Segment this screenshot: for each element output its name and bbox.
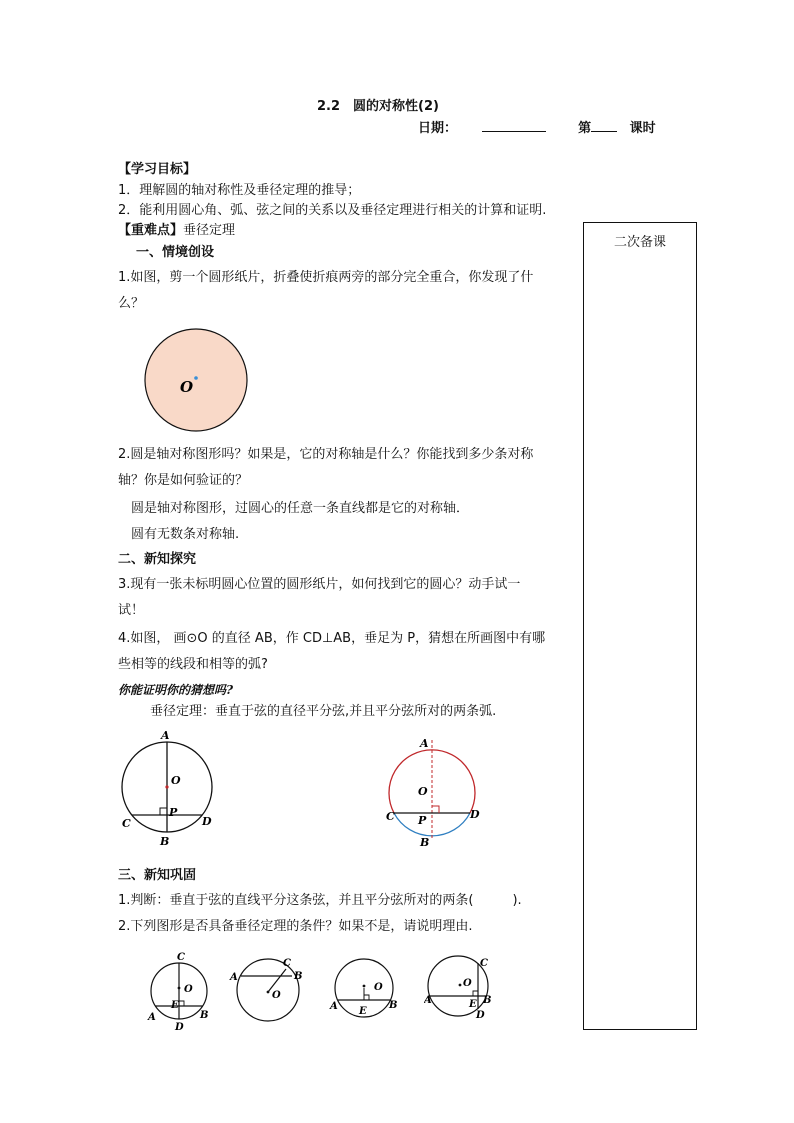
label-a: A (161, 729, 170, 742)
s3-q2: 2.下列图形是否具备垂径定理的条件？如果不是，请说明理由. (118, 919, 473, 934)
a2-line2: 圆有无数条对称轴. (131, 527, 240, 542)
label-b: B (420, 836, 430, 849)
label-d: D (476, 1010, 485, 1021)
judgment-figure-4 (424, 952, 494, 1022)
q2-line2: 轴？你是如何验证的？ (118, 473, 249, 488)
label-o: O (463, 978, 472, 989)
label-a: A (230, 972, 238, 983)
label-b: B (483, 995, 492, 1006)
key-text: 垂径定理 (183, 223, 236, 238)
label-c: C (283, 958, 291, 969)
objectives-heading: 【学习目标】 (118, 162, 197, 177)
judgment-figure-2 (228, 952, 308, 1028)
center-dot (267, 991, 270, 994)
s3-q1: 1.判断：垂直于弦的直线平分这条弦，并且平分弦所对的两条( ). (118, 893, 522, 908)
a2-line1: 圆是轴对称图形，过圆心的任意一条直线都是它的对称轴． (131, 501, 470, 516)
q4-line2: 些相等的线段和相等的弧? (118, 657, 268, 672)
label-b: B (200, 1010, 209, 1021)
label-o: O (171, 774, 181, 787)
label-e: E (171, 1000, 179, 1011)
lesson-prefix: 第 (578, 121, 592, 136)
center-dot (363, 985, 366, 988)
center-dot (459, 984, 462, 987)
label-d: D (175, 1022, 184, 1033)
circle (428, 956, 488, 1016)
perpendicular-diameter-figure (116, 728, 220, 850)
label-c: C (177, 952, 185, 963)
theorem-statement: 垂径定理：垂直于弦的直径平分弦,并且平分弦所对的两条弧. (150, 704, 497, 719)
lesson-suffix: 课时 (629, 121, 656, 136)
key-heading: 【重难点】 (118, 223, 184, 238)
right-angle-mark (364, 995, 369, 1000)
judgment-figure-3 (328, 956, 398, 1022)
proof-prompt: 你能证明你的猜想吗? (118, 683, 234, 697)
label-c: C (386, 810, 395, 823)
key-points (118, 222, 235, 240)
lesson-blank[interactable] (591, 119, 617, 132)
secondary-prep-label: 二次备课 (613, 235, 666, 250)
label-o: O (184, 984, 193, 995)
label-p: P (418, 814, 427, 827)
q1-line1: 1.如图，剪一个圆形纸片，折叠使折痕两旁的部分完全重合，你发现了什 (118, 270, 534, 285)
label-b: B (294, 971, 303, 982)
section2-heading: 二、新知探究 (118, 552, 197, 567)
right-angle-mark (160, 808, 167, 815)
center-label-o: O (180, 378, 194, 396)
paper-circle-figure (138, 328, 254, 434)
q1-line2: 么？ (118, 296, 145, 311)
judgment-figure-1 (146, 948, 214, 1034)
label-e: E (469, 999, 477, 1010)
label-o: O (374, 982, 383, 993)
right-angle-mark (179, 1001, 184, 1006)
label-d: D (470, 808, 480, 821)
label-a: A (148, 1012, 156, 1023)
q3-line2: 试！ (118, 603, 145, 618)
label-e: E (359, 1006, 367, 1017)
label-a: A (420, 737, 429, 750)
label-p: P (169, 806, 178, 819)
folding-circle-figure (384, 732, 488, 852)
label-d: D (202, 815, 212, 828)
label-a: A (424, 995, 432, 1006)
label-c: C (122, 817, 131, 830)
section1-heading: 一、情境创设 (136, 245, 215, 260)
center-dot (165, 785, 168, 788)
label-b: B (160, 835, 170, 848)
q4-line1: 4.如图， 画⊙O 的直径 AB，作 CD⊥AB，垂足为 P，猜想在所画图中有哪 (118, 631, 546, 646)
objective-item: 2．能利用圆心角、弧、弦之间的关系以及垂径定理进行相关的计算和证明. (118, 203, 547, 218)
date-label: 日期： (418, 121, 458, 136)
page-title: 2.2 圆的对称性(2) (317, 99, 439, 114)
secondary-prep-box (583, 222, 697, 1030)
center-dot (178, 987, 181, 990)
paper-circle (145, 329, 247, 431)
date-row (418, 119, 656, 138)
q3-line1: 3.现有一张未标明圆心位置的圆形纸片，如何找到它的圆心？动手试一 (118, 577, 521, 592)
objective-item: 1．理解圆的轴对称性及垂径定理的推导； (118, 183, 361, 198)
date-blank[interactable] (482, 119, 546, 132)
segment-oc (268, 969, 286, 992)
label-b: B (389, 1000, 398, 1011)
label-a: A (330, 1001, 338, 1012)
label-o: O (418, 785, 428, 798)
right-angle-mark (432, 806, 439, 813)
section3-heading: 三、新知巩固 (118, 868, 197, 883)
label-o: O (272, 990, 281, 1001)
label-c: C (480, 958, 488, 969)
q2-line1: 2.圆是轴对称图形吗？如果是，它的对称轴是什么？你能找到多少条对称 (118, 447, 534, 462)
center-dot (194, 376, 198, 380)
right-angle-mark (473, 991, 478, 996)
